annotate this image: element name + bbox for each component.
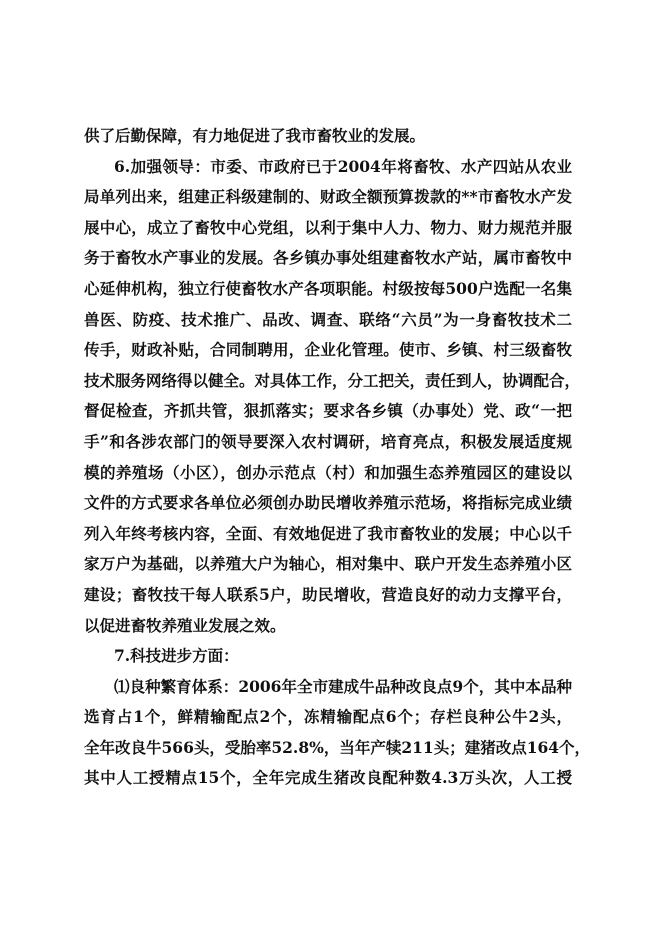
text-line: 6.加强领导：市委、市政府已于2004年将畜牧、水产四站从农业 [114, 156, 572, 176]
text-line: 家万户为基础，以养殖大户为轴心，相对集中、联户开发生态养殖小区 [84, 554, 572, 574]
text-line: 以促进畜牧养殖业发展之效。 [84, 615, 286, 635]
text-line: 手”和各涉农部门的领导要深入农村调研，培育亮点，积极发展适度规 [84, 431, 572, 451]
text-line: 7.科技进步方面： [114, 646, 239, 666]
text-line: 文件的方式要求各单位必须创办助民增收养殖示范场，将指标完成业绩 [84, 493, 572, 513]
text-line: 模的养殖场（小区），创办示范点（村）和加强生态养殖园区的建设以 [84, 462, 572, 482]
text-line: 兽医、防疫、技术推广、品改、调查、联络“六员”为一身畜牧技术二 [84, 309, 572, 329]
text-line: 督促检查，齐抓共管，狠抓落实；要求各乡镇（办事处）党、政“一把 [84, 401, 572, 421]
body-text [84, 121, 591, 794]
text-line: 传手，财政补贴，合同制聘用，企业化管理。使市、乡镇、村三级畜牧 [84, 340, 572, 360]
text-line: 其中人工授精点15个，全年完成生猪改良配种数4.3万头次，人工授 [84, 768, 572, 788]
text-line: ⑴良种繁育体系：2006年全市建成牛品种改良点9个，其中本品种 [114, 676, 572, 696]
text-line: 心延伸机构，独立行使畜牧水产各项职能。村级按每500户选配一名集 [84, 278, 572, 298]
text-line: 全年改良牛566头，受胎率52.8%，当年产犊211头；建猪改点164个， [84, 737, 591, 757]
text-line: 供了后勤保障，有力地促进了我市畜牧业的发展。 [84, 126, 426, 145]
text-line: 列入年终考核内容，全面、有效地促进了我市畜牧业的发展；中心以千 [84, 523, 572, 543]
text-line: 务于畜牧水产事业的发展。各乡镇办事处组建畜牧水产站，属市畜牧中 [84, 248, 572, 268]
text-line: 技术服务网络得以健全。对具体工作，分工把关，责任到人，协调配合， [84, 370, 581, 390]
text-line: 建设；畜牧技干每人联系5户，助民增收，营造良好的动力支撑平台， [84, 584, 572, 604]
text-line: 选育占1个，鲜精输配点2个，冻精输配点6个；存栏良种公牛2头， [84, 707, 572, 727]
text-line: 局单列出来，组建正科级建制的、财政全额预算拨款的**市畜牧水产发 [84, 187, 572, 207]
text-line: 展中心，成立了畜牧中心党组，以利于集中人力、物力、财力规范并服 [84, 217, 572, 237]
